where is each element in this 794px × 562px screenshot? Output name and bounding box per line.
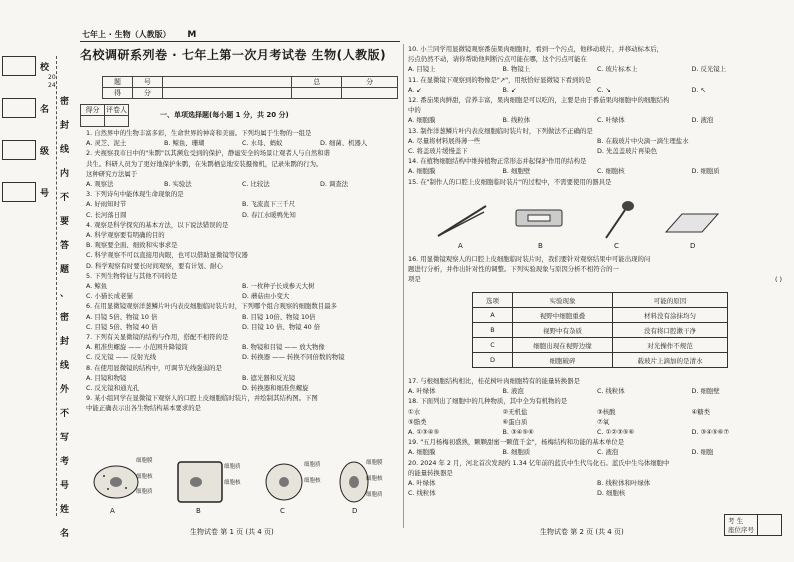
table-cell: A [473, 308, 513, 323]
option[interactable]: C. 线粒体 [408, 489, 436, 498]
options-row [86, 199, 398, 209]
option[interactable]: B. 液泡 [502, 387, 524, 396]
option-letter: D [352, 507, 358, 515]
option[interactable]: B. 鲸鱼、珊瑚 [164, 139, 205, 148]
table-cell: 材料没有涂抹均匀 [613, 308, 728, 323]
option[interactable]: C. 目镜 5倍、物镜 40 倍 [86, 322, 158, 331]
option[interactable]: ③核酸 [597, 407, 616, 416]
options-row [86, 291, 398, 301]
table-cell: B [473, 323, 513, 338]
option[interactable]: ②无机盐 [502, 407, 528, 416]
options-row [86, 383, 398, 393]
option[interactable]: D. 细胞 [691, 448, 714, 457]
option[interactable]: C. 线粒体 [597, 387, 625, 396]
score-cell: 号 [132, 77, 162, 88]
option[interactable]: D. 细胞质 [691, 167, 720, 176]
table-cell: 视野中有杂质 [513, 323, 613, 338]
options-row [408, 166, 786, 176]
table-header: 可能的原因 [613, 293, 728, 308]
option[interactable]: ①水 [408, 407, 421, 416]
option[interactable]: D. 液泡 [691, 116, 714, 125]
page-footer-2: 生物试卷 第 2 页 (共 4 页) [540, 528, 624, 536]
option-letter: C [614, 242, 619, 250]
options-row [408, 115, 786, 125]
option[interactable]: D. 目镜 10 倍、物镜 40 倍 [242, 322, 321, 331]
option[interactable]: A. 粗准焦螺旋 —— 小范围升降镜筒 [86, 343, 188, 352]
score-cell[interactable] [162, 88, 292, 99]
cell-diagram-d [332, 458, 392, 506]
seal-char: 密 [60, 97, 70, 107]
seat-label-line1: 考 生 [728, 517, 744, 525]
options-row [86, 322, 398, 332]
option[interactable]: C. 长河落日圆 [86, 210, 127, 219]
column-divider [403, 44, 404, 528]
score-label: 得分 [81, 105, 105, 116]
option[interactable]: C. 小猫长成老猫 [86, 292, 133, 301]
seal-char: 线 [60, 361, 70, 371]
question-stem: 4. 观察是科学探究的基本方法，以下说法错误的是 [86, 220, 229, 229]
table-row [473, 338, 728, 353]
header-rule [80, 41, 400, 42]
cell-b-label: 细胞核 [224, 480, 241, 486]
seat-label-line2: 座位序号 [728, 526, 754, 534]
seal-char: 封 [60, 337, 70, 347]
option-line: C. 科学观察不可以直接用肉眼，也可以借助显微镜等仪器 [86, 251, 248, 260]
seal-char: 名 [60, 529, 70, 539]
option-letter: B [538, 242, 543, 250]
options-row [408, 146, 786, 156]
option[interactable]: B. 细胞壁 [502, 167, 531, 176]
options-row [408, 386, 786, 396]
question-stem-cont: 这种研究方法属于 [86, 169, 138, 178]
option[interactable]: B. 目镜 10倍、物镜 10倍 [242, 312, 316, 321]
question-stem: 8. 在使用显微镜的结构中，可调节光线强弱的是 [86, 363, 222, 372]
table-cell: 细胞破碎 [513, 353, 613, 368]
razor-blade-icon [512, 206, 568, 236]
paper-header [82, 29, 196, 40]
seal-line [56, 56, 57, 516]
grader-entry[interactable] [105, 116, 129, 127]
question-stem-cont: 共生。科研人员为了更好地保护朱鹮，在朱鹮栖息地安装摄像机，记录朱鹮的行为。 [86, 159, 323, 168]
option[interactable]: B. 细胞质 [502, 448, 531, 457]
question-stem: 18. 下面列出了细胞中的几种物质，其中全为有机物的是 [408, 397, 568, 406]
binding-margin [0, 46, 78, 539]
option[interactable]: C. 比较法 [242, 180, 270, 189]
option[interactable]: C. 将盖玻片缓慢盖下 [408, 147, 468, 156]
seal-char: 、 [60, 289, 70, 299]
seal-char: 内 [60, 169, 70, 179]
option-letter: B [196, 507, 201, 515]
option[interactable]: D. 调查法 [320, 180, 349, 189]
option[interactable]: A. ↙ [408, 85, 422, 94]
section-title: 一、单项选择题(每小题 1 分，共 20 分) [160, 111, 289, 119]
question-stem: 14. 在植物细胞结构中维持植物正常形态并起保护作用的结构是 [408, 157, 587, 166]
option[interactable]: A. 目镜上 [408, 65, 436, 74]
options-row [86, 312, 398, 322]
grader-label: 评卷人 [106, 106, 127, 114]
question-stem: 13. 制作洋葱鳞片叶内表皮细胞临时装片时，下列做法不正确的是 [408, 126, 593, 135]
option[interactable]: A. 叶绿体 [408, 387, 436, 396]
option[interactable]: D. 转换器 —— 转换不同倍数的物镜 [242, 353, 345, 362]
question-stem: 16. 用显微镜观察人的口腔上皮细胞临时装片时，我们要针对观察结果中可能出现的问 [408, 255, 651, 263]
options-row [408, 85, 786, 95]
class-label: 级 [40, 147, 50, 157]
number-label: 号 [40, 189, 50, 199]
seat-number-box [724, 514, 782, 536]
option[interactable]: D. ↖ [691, 85, 706, 94]
option[interactable]: C. 反光镜和通光孔 [86, 384, 140, 393]
question-stem-cont: 项是 [408, 275, 421, 284]
table-cell: C [473, 338, 513, 353]
option-letter: A [110, 507, 115, 515]
cell-b-label: 细胞质 [224, 464, 241, 470]
right-questions-top [408, 44, 786, 187]
name-label: 名 [40, 105, 50, 115]
option[interactable]: B. ③④⑤⑥ [502, 428, 534, 437]
seal-char: 线 [60, 145, 70, 155]
options-row [408, 417, 786, 427]
seal-char: 要 [60, 217, 70, 227]
option[interactable]: D. 细胞核 [597, 489, 626, 498]
options-row [86, 342, 398, 352]
seal-char: 号 [60, 481, 70, 491]
table-row [473, 353, 728, 368]
school-box [2, 56, 36, 76]
question-stem: 20. 2024 年 2 月，河北首次发现约 1.34 亿年前的蓝氏中生代鸟化石。蓝氏中生鸟体细胞中 [408, 458, 670, 467]
table-cell: D [473, 353, 513, 368]
option[interactable]: ⑤脂类 [408, 417, 427, 426]
option[interactable]: A. 尽量将材料展得薄一些 [408, 136, 481, 145]
binding-year: 2024 [48, 74, 56, 89]
option[interactable]: D. 蘑菇由小变大 [242, 292, 290, 301]
cell-d-label: 细胞质 [366, 492, 383, 498]
table-cell: 对光操作不规范 [613, 338, 728, 353]
options-row [86, 138, 398, 148]
option[interactable]: A. 细胞膜 [408, 167, 436, 176]
cell-diagram-a [90, 458, 150, 506]
option-letter: D [690, 242, 696, 250]
class-box [2, 140, 36, 160]
cell-a-label: 细胞膜 [136, 458, 153, 464]
option[interactable]: B. 物镜和目镜 —— 放大物像 [242, 343, 325, 352]
seal-char: 姓 [60, 505, 70, 515]
question-stem-cont: 题进行分析，并作出针对性的调整。下列实验现象与原因分析不相符合的一 [408, 265, 619, 274]
seal-char: 考 [60, 457, 70, 467]
cell-a-label: 细胞核 [136, 474, 153, 480]
options-row [86, 352, 398, 362]
question-stem: 11. 在显微镜下观察到的物像是"↗"，用纸恰好显微镜下看到的是 [408, 75, 592, 84]
cell-a-label: 细胞质 [136, 489, 153, 495]
question-stem: 5. 下列生物特征与其他不同的是 [86, 271, 178, 280]
option[interactable]: ⑥蛋白质 [502, 417, 528, 426]
right-questions-bottom [408, 376, 786, 498]
option[interactable]: C. 液泡 [597, 448, 619, 457]
seal-char: 题 [60, 265, 70, 275]
seal-char: 写 [60, 433, 70, 443]
score-table [102, 76, 398, 99]
option[interactable]: B. 线粒体和叶绿体 [597, 479, 651, 488]
question-stem: 1. 自然界中的生物丰富多彩，生命世界的神奇和美丽。下列均属于生物的一组是 [86, 129, 312, 137]
seal-char: 外 [60, 385, 70, 395]
seat-label [725, 515, 758, 536]
option-line: B. 观察要全面、细致和实事求是 [86, 241, 178, 250]
table-cell: 细胞出现在视野边缘 [513, 338, 613, 353]
option[interactable]: A. 灵芝、泥土 [86, 139, 127, 148]
score-cell: 分 [342, 77, 398, 88]
option[interactable]: D. 细胞壁 [691, 387, 720, 396]
option[interactable]: D. 反光镜上 [691, 65, 727, 74]
question-stem: 3. 下列诗句中能体现生命现象的是 [86, 190, 184, 199]
options-row [408, 447, 786, 457]
answer-paren[interactable]: ( ) [774, 275, 782, 284]
score-cell [162, 77, 292, 88]
options-row [408, 478, 786, 488]
lab-tools [428, 196, 728, 252]
cell-d-label: 细胞核 [366, 476, 383, 482]
seat-entry[interactable] [758, 515, 782, 536]
option-line: A. 科学观察要有明确的目的 [86, 231, 165, 240]
option[interactable]: B. 物镜上 [502, 65, 531, 74]
left-questions [86, 128, 398, 414]
seal-char: 密 [60, 313, 70, 323]
options-row [408, 64, 786, 74]
seal-char: 封 [60, 121, 70, 131]
question-stem: 6. 在用显微镜观察洋葱鳞片叶内表皮细胞临时装片时，下列哪个组合观察的细胞数目最多 [86, 302, 337, 311]
course-label: 七年上 · 生物（人教版） [82, 30, 171, 39]
table-cell: 视野中细胞重叠 [513, 308, 613, 323]
option[interactable]: C. 反光镜 —— 反射光线 [86, 353, 157, 362]
option[interactable]: D. 先盖盖玻片再染色 [597, 147, 658, 156]
option[interactable]: B. 实验法 [164, 180, 192, 189]
question-stem: 2. 夫视察我市日中的"朱鹮"以其濒危受到的保护，静谧安全的场景让观者人与自然和谐 [86, 149, 331, 158]
tweezers-icon [434, 200, 490, 240]
options-row [408, 427, 786, 437]
question-stem: 12. 番茄果肉鲜甜，营养丰富，果肉细胞是可以吃的，主要是由于番茄果肉细胞中的细胞结构 [408, 96, 670, 105]
score-cell[interactable] [342, 88, 398, 99]
question-stem: 7. 下列有关显微镜的结构与作用，搭配不相符的是 [86, 333, 229, 342]
options-row [86, 179, 398, 189]
score-entry[interactable] [81, 116, 105, 127]
option[interactable] [692, 417, 787, 427]
table-header-row [473, 293, 728, 308]
score-cell: 分 [132, 88, 162, 99]
options-row [86, 281, 398, 291]
option[interactable]: A. 叶绿体 [408, 479, 436, 488]
option[interactable]: B. ↙ [502, 85, 517, 94]
option[interactable]: A. 观察法 [86, 180, 114, 189]
score-cell: 得 [103, 88, 133, 99]
option[interactable]: A. 细胞膜 [408, 448, 436, 457]
glass-slide-icon [662, 208, 722, 238]
options-row [408, 136, 786, 146]
option[interactable]: D. 转换器和细准焦螺旋 [242, 384, 309, 393]
option[interactable]: D. ③④⑤⑥⑦ [691, 428, 730, 437]
school-label: 校 [40, 63, 50, 73]
cell-c-label: 细胞核 [304, 478, 321, 484]
option[interactable]: C. ①②③⑤⑥ [597, 428, 635, 437]
name-box [2, 98, 36, 118]
options-row [408, 407, 786, 417]
option-line: D. 科学观察有时要长时间观察，要有计划、耐心 [86, 261, 223, 270]
score-cell[interactable] [292, 88, 342, 99]
question-16 [408, 254, 786, 285]
seal-char: 答 [60, 241, 70, 251]
score-cell: 总 [292, 77, 342, 88]
question-stem: 15. 在"制作人的口腔上皮细胞临时装片"的过程中，不需要使用的器具是 [408, 177, 612, 186]
option-letter: C [280, 507, 285, 515]
question-stem: 10. 小兰同学用显微镜观察番茄果肉细胞时，看到一个污点，他移动玻片，并移动标本后， [408, 45, 664, 53]
question-stem-cont: 中的 [408, 106, 421, 115]
option[interactable]: ④糖类 [691, 407, 711, 416]
option[interactable]: D. 细菌、机器人 [320, 139, 368, 148]
option-letter: A [458, 242, 463, 250]
option[interactable]: C. 水母、蚂蚁 [242, 139, 283, 148]
option[interactable]: C. ↘ [597, 85, 611, 94]
option[interactable]: A. 目镜和物镜 [86, 373, 127, 382]
option[interactable]: A. 细胞膜 [408, 116, 436, 125]
dropper-icon [598, 198, 638, 242]
question-stem-cont: 中能正确表示出各生物结构基本要求的是 [86, 404, 202, 413]
table-cell: 载玻片上滴加的是清水 [613, 353, 728, 368]
option[interactable]: A. ①③④⑤ [408, 428, 440, 437]
cell-c-label: 细胞质 [304, 462, 321, 468]
experiment-table [472, 292, 728, 368]
seal-char: 不 [60, 409, 70, 419]
page-1 [80, 46, 400, 516]
seal-warning [60, 90, 70, 546]
edition-mark: M [187, 30, 197, 40]
option[interactable]: C. 细胞核 [597, 167, 625, 176]
option[interactable]: B. 遮光器和反光镜 [242, 373, 296, 382]
cell-diagrams [86, 454, 398, 516]
option[interactable]: B. 一枚种子长成参天大树 [242, 282, 315, 291]
option[interactable]: A. 鲸鱼 [86, 282, 108, 291]
page-footer-1: 生物试卷 第 1 页 (共 4 页) [190, 528, 274, 536]
option[interactable]: B. 线粒体 [502, 116, 531, 125]
question-stem: 19. "五月杨梅初盛熟，颗颗甜蜜一颗值千金"，杨梅结构和功能的基本单位是 [408, 438, 625, 447]
table-header: 实验现象 [513, 293, 613, 308]
question-stem-cont: 的能量转换器是 [408, 468, 453, 477]
option[interactable]: ⑦氧 [597, 417, 610, 426]
table-header: 选项 [473, 293, 513, 308]
options-row [86, 373, 398, 383]
question-stem: 17. 与根细胞结构相比，桂花树叶肉细胞特有的能量转换器是 [408, 377, 580, 385]
option[interactable]: C. 玻片标本上 [597, 65, 638, 74]
seal-char: 不 [60, 193, 70, 203]
options-row [86, 210, 398, 220]
table-row [473, 308, 728, 323]
option[interactable]: A. 好雨知时节 [86, 200, 127, 209]
paper-title: 名校调研系列卷 · 七年上第一次月考试卷 生物(人教版) [80, 48, 387, 62]
number-box [2, 182, 36, 202]
option[interactable]: B. 在载玻片中央滴一滴生理盐水 [597, 136, 689, 145]
option[interactable]: A. 目镜 5倍、物镜 10 倍 [86, 312, 158, 321]
options-row [408, 488, 786, 498]
question-stem-cont: 污点仍然不动，请你帮助他判断污点可能在哪，这个污点可能在 [408, 55, 587, 64]
cell-d-label: 细胞膜 [366, 460, 383, 466]
option[interactable]: C. 叶绿体 [597, 116, 625, 125]
score-cell: 题 [103, 77, 133, 88]
table-row [473, 323, 728, 338]
option[interactable]: D. 春江水暖鸭先知 [242, 210, 296, 219]
option[interactable]: B. 飞流直下三千尺 [242, 200, 296, 209]
grader-table [80, 104, 129, 127]
question-stem: 9. 某小组同学在显微镜下观察人的口腔上皮细胞临时装片，并绘制其结构图。下图 [86, 394, 318, 403]
table-cell: 没有将口腔漱干净 [613, 323, 728, 338]
